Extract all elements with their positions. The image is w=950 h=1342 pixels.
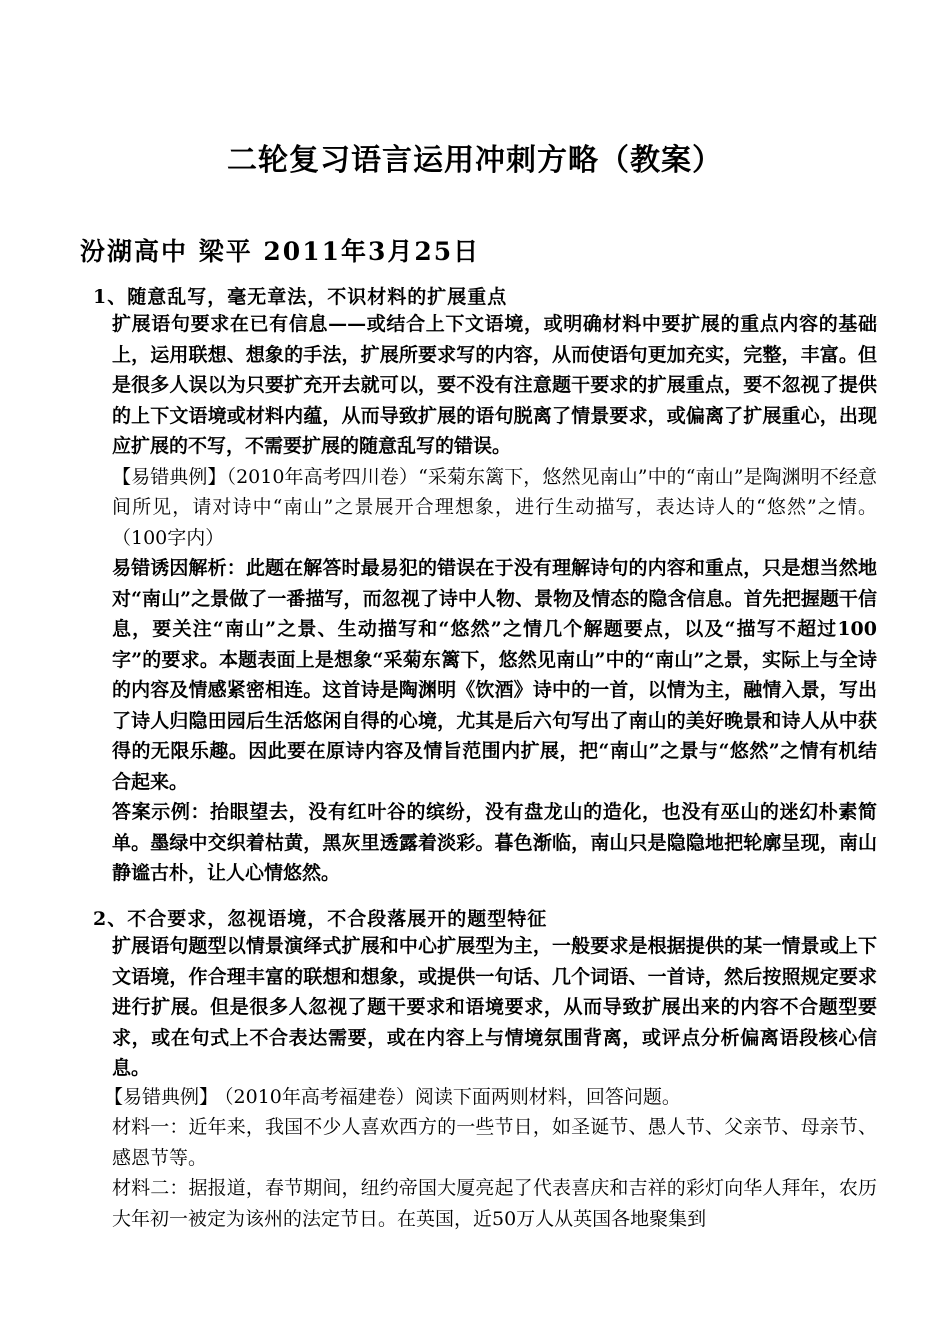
section-1-answer [112, 797, 877, 889]
section-1-intro: 扩展语句要求在已有信息——或结合上下文语境，或明确材料中要扩展的重点内容的基础上，运用联想、想象的手法，扩展所要求写的内容，从而使语句更加充实，完整，丰富。但是很多人误以为只要扩充开去就可以，要不没有注意题干要求的扩展重点，要不忽视了提供的上下文语境或材料内蕴，从而导致扩展的语句脱离了情景要求，或偏离了扩展重心，出现应扩展的不写，不需要扩展的随意乱写的错误。 [112, 313, 877, 457]
section-1-example [112, 462, 877, 554]
section-2-materials [112, 1112, 877, 1234]
material-2: 材料二：据报道，春节期间，纽约帝国大厦亮起了代表喜庆和吉祥的彩灯向华人拜年，农历大年初一被定为该州的法定节日。在英国，近50万人从英国各地聚集到 [112, 1177, 877, 1230]
answer-label: 答案示例： [112, 801, 211, 823]
example-label: 【易错典例】 [104, 1086, 219, 1108]
section-1-body [112, 309, 877, 889]
section-1-analysis [112, 553, 877, 797]
example-text: （2010年高考四川卷）“采菊东篱下，悠然见南山”中的“南山”是陶渊明不经意间所见，请对诗中“南山”之景展开合理想象，进行生动描写，表达诗人的“悠然”之情。（100字内） [112, 465, 877, 549]
material-1: 材料一：近年来，我国不少人喜欢西方的一些节日，如圣诞节、愚人节、父亲节、母亲节、感恩节等。 [112, 1116, 877, 1169]
analysis-text: 此题在解答时最易犯的错误在于没有理解诗句的内容和重点，只是想当然地对“南山”之景做了一番描写，而忽视了诗中人物、景物及情态的隐含信息。首先把握题干信息，要关注“南山”之景、生动描写和“悠然”之情几个解题要点，以及“描写不超过100字”的要求。本题表面上是想象“采菊东篱下，悠然见南山”中的“南山”之景，实际上与全诗的内容及情感紧密相连。这首诗是陶渊明《饮酒》诗中的一首，以情为主，融情入景，写出了诗人归隐田园后生活悠闲自得的心境，尤其是后六句写出了南山的美好晚景和诗人从中获得的无限乐趣。因此要在原诗内容及情旨范围内扩展，把“南山”之景与“悠然”之情有机结合起来。 [112, 557, 877, 793]
section-2-intro: 扩展语句题型以情景演绎式扩展和中心扩展型为主，一般要求是根据提供的某一情景或上下文语境，作合理丰富的联想和想象，或提供一句话、几个词语、一首诗，然后按照规定要求进行扩展。但是很多人忽视了题干要求和语境要求，从而导致扩展出来的内容不合题型要求，或在句式上不合表达需要，或在内容上与情境氛围背离，或评点分析偏离语段核心信息。 [112, 935, 877, 1079]
section-1-heading: 1、随意乱写，毫无章法，不识材料的扩展重点 [93, 286, 508, 308]
example-text: （2010年高考福建卷）阅读下面两则材料，回答问题。 [224, 1086, 681, 1108]
answer-text: 抬眼望去，没有红叶谷的缤纷，没有盘龙山的造化，也没有巫山的迷幻朴素简单。墨绿中交织着枯黄，黑灰里透露着淡彩。暮色渐临，南山只是隐隐地把轮廓呈现，南山静谧古朴，让人心情悠然。 [112, 801, 877, 884]
section-2-body [112, 931, 877, 1084]
author-line: 汾湖高中 梁平 2011年3月25日 [80, 237, 481, 266]
page-title: 二轮复习语言运用冲刺方略（教案） [227, 143, 723, 178]
analysis-label: 易错诱因解析： [112, 557, 246, 579]
example-label: 【易错典例】 [112, 465, 227, 488]
section-2-example [104, 1082, 877, 1113]
section-2-heading: 2、不合要求，忽视语境，不合段落展开的题型特征 [93, 908, 548, 930]
